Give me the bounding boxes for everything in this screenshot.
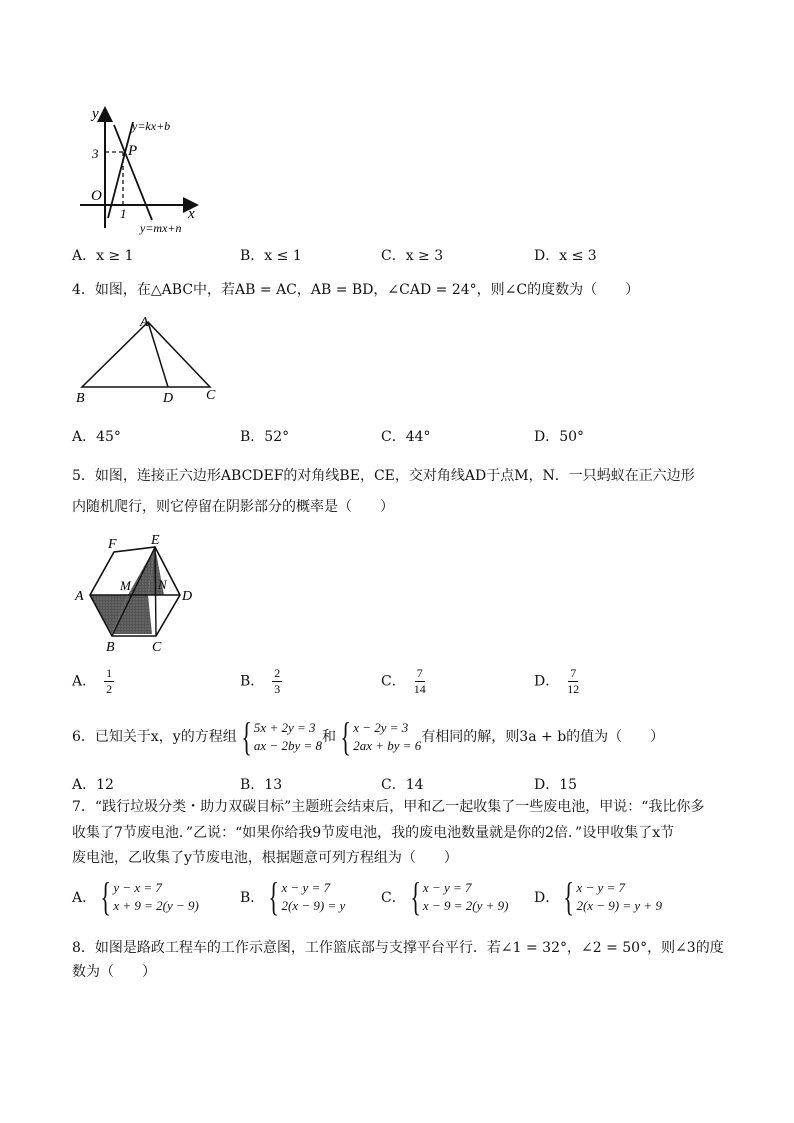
fraction [567,666,579,697]
q4-option-a[interactable]: A．45° [72,429,121,445]
line1-label: y=kx+b [132,119,171,133]
equation-system-1: { 5x + 2y = 3 ax − 2by = 8 [241,714,323,759]
vertex-d: D [163,391,174,406]
q5-option-d[interactable] [534,666,579,697]
triangle-abc [82,322,210,387]
point-n: N [158,577,167,592]
q4-triangle-figure [70,312,230,407]
q7-option-a[interactable] [72,874,199,919]
numerator: 2 [274,666,281,680]
option-label: A． [72,673,97,690]
equation: x − y = 7 [576,880,626,895]
q5-option-a[interactable] [72,666,114,697]
x-tick-label: 1 [120,206,127,221]
fraction [104,666,114,697]
equation: x − y = 7 [422,880,472,895]
q4-option-d[interactable]: D．50° [534,429,585,445]
equation-system: { x − y = 7 2(x − 9) = y + 9 [563,874,662,919]
diagonal-ce [155,547,156,636]
vertex-c: C [152,640,162,655]
equation: 5x + 2y = 3 [253,720,316,735]
equation: ax − 2by = 8 [253,738,323,753]
equation: x − 9 = 2(y + 9) [422,898,509,913]
q6-option-c[interactable]: C．14 [381,777,424,793]
q5-question-line2: 内随机爬行，则它停留在阴影部分的概率是（ ） [72,499,394,515]
q7-question-line3: 废电池，乙收集了y节废电池，根据题意可列方程组为（ ） [72,850,458,866]
q5-option-b[interactable] [240,666,282,697]
equation: y − x = 7 [113,880,162,895]
y-tick-label: 3 [92,146,99,161]
fraction [272,666,282,697]
q5-option-c[interactable] [381,666,426,697]
line2-label: y=mx+n [140,221,182,235]
vertex-d: D [182,589,193,604]
q4-question: 4．如图，在△ABC中，若AB = AC，AB = BD，∠CAD = 24°，则∠C的度数为（ ） [72,282,640,298]
equation-system: { x − y = 7 2(x − 9) = y [268,874,346,919]
option-label: C． [381,890,406,906]
option-label: D． [534,890,560,906]
denominator: 14 [413,682,426,696]
q7-option-d[interactable] [534,874,662,919]
option-label: B． [240,673,265,690]
equation: 2(x − 9) = y [281,898,346,913]
vertex-a: A [140,315,149,330]
equation: x + 9 = 2(y − 9) [113,898,199,913]
option-label: D． [534,673,560,690]
q7-question-line1: 7．“践行垃圾分类・助力双碳目标”主题班会结束后，甲和乙一起收集了一些废电池，甲说：“我比你多 [72,799,705,815]
vertex-c: C [206,388,216,403]
numerator: 7 [570,666,577,680]
q6-option-b[interactable]: B．13 [240,777,283,793]
equation: x − 2y = 3 [353,720,409,735]
q6-question [72,715,664,759]
q7-option-b[interactable] [240,874,346,919]
q6-prefix: 6．已知关于x，y的方程组 [72,729,237,745]
equation-system-2: { x − 2y = 3 2ax + by = 6 [340,714,422,759]
q8-question-line2: 数为（ ） [72,964,156,980]
q6-mid: 和 [322,729,337,745]
vertex-b: B [76,391,85,406]
q3-option-d[interactable]: D．x ≤ 3 [534,248,597,264]
q7-question-line2: 收集了7节废电池．”乙说：“如果你给我9节废电池，我的废电池数量就是你的2倍．”设甲收集了x节 [72,825,675,841]
x-axis-label: x [188,206,195,222]
y-axis-label: y [92,106,99,122]
option-label: C． [381,673,406,690]
origin-label: O [91,188,102,204]
point-p-label: P [128,143,138,159]
denominator: 2 [106,682,113,696]
line-kx-b [108,122,133,218]
q5-question-line1: 5．如图，连接正六边形ABCDEF的对角线BE，CE，交对角线AD于点M，N．一只蚂蚁在正六边形 [72,468,695,484]
equation: 2ax + by = 6 [353,738,422,753]
q7-option-c[interactable] [381,874,509,919]
numerator: 7 [416,666,423,680]
denominator: 3 [274,682,281,696]
fraction [414,666,426,697]
equation: x − y = 7 [281,880,331,895]
q4-option-b[interactable]: B．52° [240,429,290,445]
vertex-a: A [75,589,84,604]
denominator: 12 [567,682,580,696]
q6-option-a[interactable]: A．12 [72,777,114,793]
vertex-f: F [108,537,117,552]
q3-option-c[interactable]: C．x ≥ 3 [381,248,444,264]
q3-graph [70,100,210,240]
q3-option-b[interactable]: B．x ≤ 1 [240,248,302,264]
equation-system: { y − x = 7 x + 9 = 2(y − 9) [100,874,199,919]
q6-option-d[interactable]: D．15 [534,777,578,793]
q3-option-a[interactable]: A．x ≥ 1 [72,248,134,264]
q6-suffix: 有相同的解，则3a + b的值为（ ） [421,729,665,745]
q5-hexagon-figure [70,532,210,657]
q4-option-c[interactable]: C．44° [381,429,431,445]
equation-system: { x − y = 7 x − 9 = 2(y + 9) [410,874,509,919]
point-m: M [120,578,131,593]
option-label: A． [72,890,97,906]
equation: 2(x − 9) = y + 9 [576,898,662,913]
numerator: 1 [106,666,113,680]
vertex-b: B [106,640,115,655]
option-label: B． [240,890,265,906]
q8-question-line1: 8．如图是路政工程车的工作示意图，工作篮底部与支撑平台平行．若∠1 = 32°，∠2 = 50°，则∠3的度 [72,940,724,956]
vertex-e: E [151,533,160,548]
